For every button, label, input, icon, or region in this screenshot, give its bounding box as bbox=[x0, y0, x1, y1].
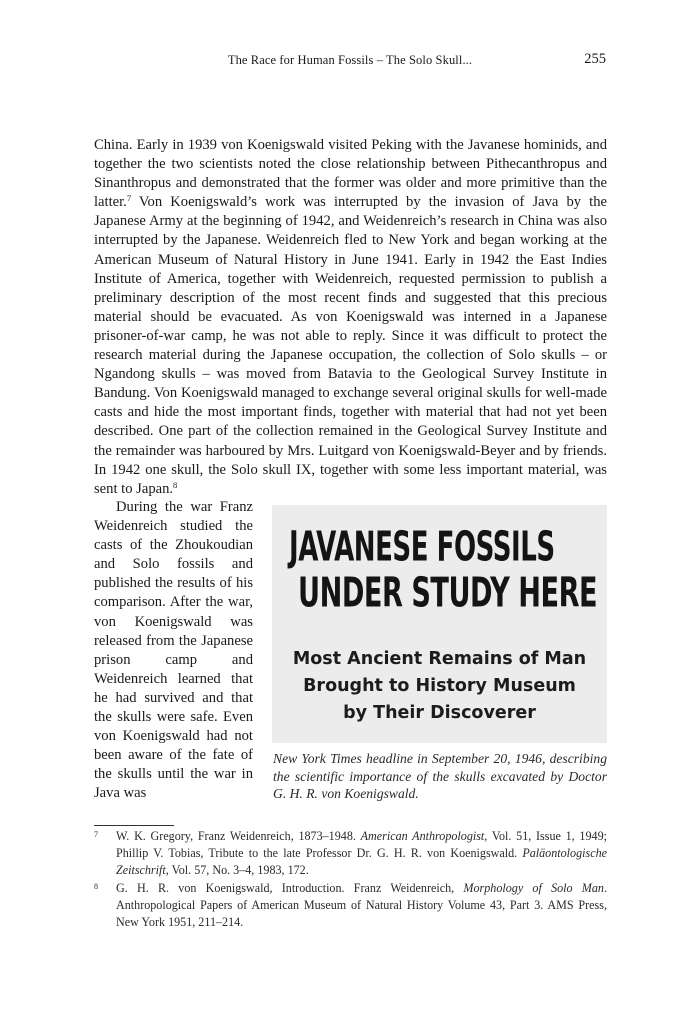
body-text: Von Koenigswald’s work was interrupted by the invasion of Java by the Japanese Army at the beginning of 1942, and Weidenreich’s research in China was also interrupted by the Japanese. Weidenreich fled to New York and began working at the American Museum of Natural History in June 1941. Early in 1942 the East Indies Institute of America, together with Weidenreich, requested permission to publish a preliminary description of the most recent finds and suggested that this precious material should be evacuated. As von Koenigswald was interned in a Japanese prisoner-of-war camp, he was not able to reply. Since it was difficult to protect the research material during the Japanese occupation, the collection of Solo skulls – or Ngandong skulls – was moved from Batavia to the Geological Survey Institute in Bandung. Von Koenigswald managed to exchange several original skulls for well-made casts and hide the most important finds, together with material that had not yet been described. One part of the collection remained in the Geological Survey Institute and the remainder was harboured by Mrs. Luitgard von Koenigswald-Beyer and by friends. In 1942 one skull, the Solo skull IX, together with some less important material, was sent to Japan. bbox=[94, 194, 607, 497]
footnote-text: , Vol. 57, No. 3–4, 1983, 172. bbox=[165, 862, 309, 877]
subhead-line-3: by Their Discoverer bbox=[343, 703, 536, 723]
body-paragraph-2: During the war Franz Weidenreich studied the casts of the Zhoukoudian and Solo fossils and published the results of his comparison. After the war, von Koenigswald was released from the Japanese prison camp and Weidenreich learned that he had survived and that the skulls were safe. Even von Koenigswald had not been aware of the fate of the skulls until the war in Java was bbox=[94, 499, 253, 802]
footnote-ref-8[interactable]: 8 bbox=[173, 479, 178, 490]
subhead-line-2: Brought to History Museum bbox=[303, 676, 576, 696]
headline-line-1: JAVANESE FOSSILS bbox=[289, 523, 555, 571]
footnotes bbox=[94, 828, 607, 931]
headline-line-2: UNDER STUDY HERE bbox=[298, 569, 598, 617]
page-number: 255 bbox=[584, 51, 606, 67]
subhead-line-1: Most Ancient Remains of Man bbox=[292, 649, 587, 669]
footnote-divider bbox=[94, 825, 174, 826]
footnote-number: 8 bbox=[94, 881, 98, 891]
running-header: The Race for Human Fossils – The Solo Skull... bbox=[227, 53, 473, 67]
footnote-ref-7[interactable]: 7 bbox=[126, 193, 132, 204]
journal-title: Paläontologische Zeitschrift bbox=[116, 845, 607, 877]
book-title: Morphology of Solo Man bbox=[463, 880, 604, 895]
footnote-8 bbox=[94, 880, 607, 931]
footnote-text: W. K. Gregory, Franz Weidenreich, 1873–1948. bbox=[116, 829, 361, 843]
footnote-7 bbox=[94, 828, 607, 879]
figure-caption: New York Times headline in September 20, 1946, describing the scientific importance of the skulls excavated by Doctor G. H. R. von Koenigswald. bbox=[273, 751, 607, 802]
footnote-number: 7 bbox=[94, 830, 98, 839]
journal-title: American Anthropologist bbox=[360, 829, 485, 843]
footnote-text: , Vol. 51, Issue 1, 1949; Phillip V. Tobias, Tribute to the late Professor Dr. G. H. R. von Koenigswald. bbox=[116, 829, 607, 860]
body-text: China. Early in 1939 von Koenigswald visited Peking with the Javanese hominids, and together the two scientists noted the close relationship between Pithecanthropus and Sinanthropus and demonstrated that the former was older and more primitive than the latter. bbox=[94, 137, 607, 211]
newspaper-headline-figure bbox=[272, 505, 607, 743]
body-paragraph-1 bbox=[94, 136, 607, 499]
footnote-text: . Anthropological Papers of American Museum of Natural History Volume 43, Part 3. AMS Press, New York 1951, 211–214. bbox=[116, 880, 607, 929]
footnote-text: G. H. R. von Koenigswald, Introduction. Franz Weidenreich, bbox=[116, 880, 464, 895]
